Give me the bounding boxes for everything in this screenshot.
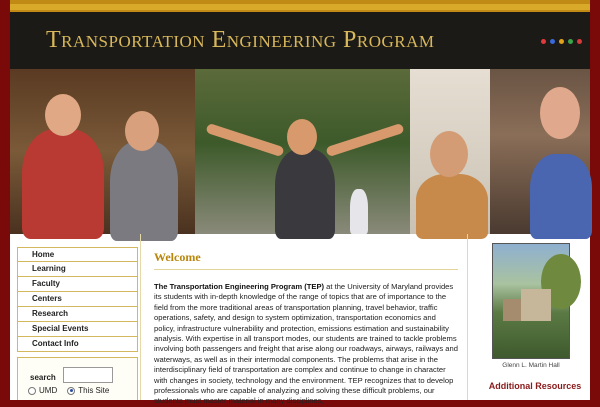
intro-bold: The Transportation Engineering Program (TEP) bbox=[154, 282, 325, 291]
search-label: search bbox=[30, 373, 56, 382]
color-dot bbox=[577, 39, 582, 44]
main-content bbox=[154, 250, 458, 407]
site-title[interactable]: Transportation Engineering Program bbox=[46, 27, 435, 53]
radio-this-site[interactable] bbox=[67, 387, 75, 395]
color-dot bbox=[568, 39, 573, 44]
radio-this-site-label: This Site bbox=[78, 386, 110, 395]
site-header bbox=[10, 12, 590, 69]
banner-photo-collage bbox=[10, 69, 590, 234]
nav-item-learning[interactable]: Learning bbox=[17, 262, 138, 277]
column-divider bbox=[467, 234, 468, 400]
column-divider bbox=[140, 234, 141, 400]
radio-umd-label: UMD bbox=[39, 386, 58, 395]
intro-text: at the University of Maryland provides its students with in-depth knowledge of the range of topics that are of importance to the field from the more traditional areas of transportation planning, travel behavior, traffic operations, safety, and design to system optimization, transportation economics and policy, infrastructure vulnerability and protection, emissions estimation and sustainability analysis. With expertise in all transport modes, our students are trained to tackle problems involving both passengers and freight that arise along our roadways, airways, railways and waterways, as well as in their intermodal components. The problems that arise in the interdisciplinary field of transportation are complex and continue to change in character with changes in society, technology and the environment. TEP recognizes that to develop professionals who are capable of analyzing and solving these difficult problems, our students must master material in many disciplines, bbox=[154, 282, 458, 406]
photo-caption: Glenn L. Martin Hall bbox=[502, 362, 560, 369]
nav-item-faculty[interactable]: Faculty bbox=[17, 277, 138, 292]
nav-item-research[interactable]: Research bbox=[17, 307, 138, 322]
nav-item-contact-info[interactable]: Contact Info bbox=[17, 337, 138, 352]
color-dot bbox=[541, 39, 546, 44]
page-heading: Welcome bbox=[154, 250, 201, 264]
martin-hall-photo bbox=[492, 243, 570, 359]
color-dots bbox=[541, 39, 582, 44]
additional-resources-heading: Additional Resources bbox=[488, 381, 582, 391]
heading-divider bbox=[154, 269, 458, 270]
color-dot bbox=[559, 39, 564, 44]
radio-umd[interactable] bbox=[28, 387, 36, 395]
banner-photo-student bbox=[195, 69, 410, 234]
banner-photo-professor bbox=[490, 69, 590, 234]
intro-paragraph bbox=[154, 282, 458, 407]
banner-photo-woman bbox=[410, 69, 490, 234]
nav-item-home[interactable]: Home bbox=[17, 247, 138, 262]
search-box bbox=[17, 357, 138, 400]
search-scope bbox=[28, 386, 109, 395]
sidebar-nav bbox=[17, 247, 138, 352]
color-dot bbox=[550, 39, 555, 44]
nav-item-special-events[interactable]: Special Events bbox=[17, 322, 138, 337]
nav-item-centers[interactable]: Centers bbox=[17, 292, 138, 307]
search-input[interactable] bbox=[63, 367, 113, 383]
page-frame bbox=[10, 0, 590, 406]
banner-photo-couple bbox=[10, 69, 195, 234]
